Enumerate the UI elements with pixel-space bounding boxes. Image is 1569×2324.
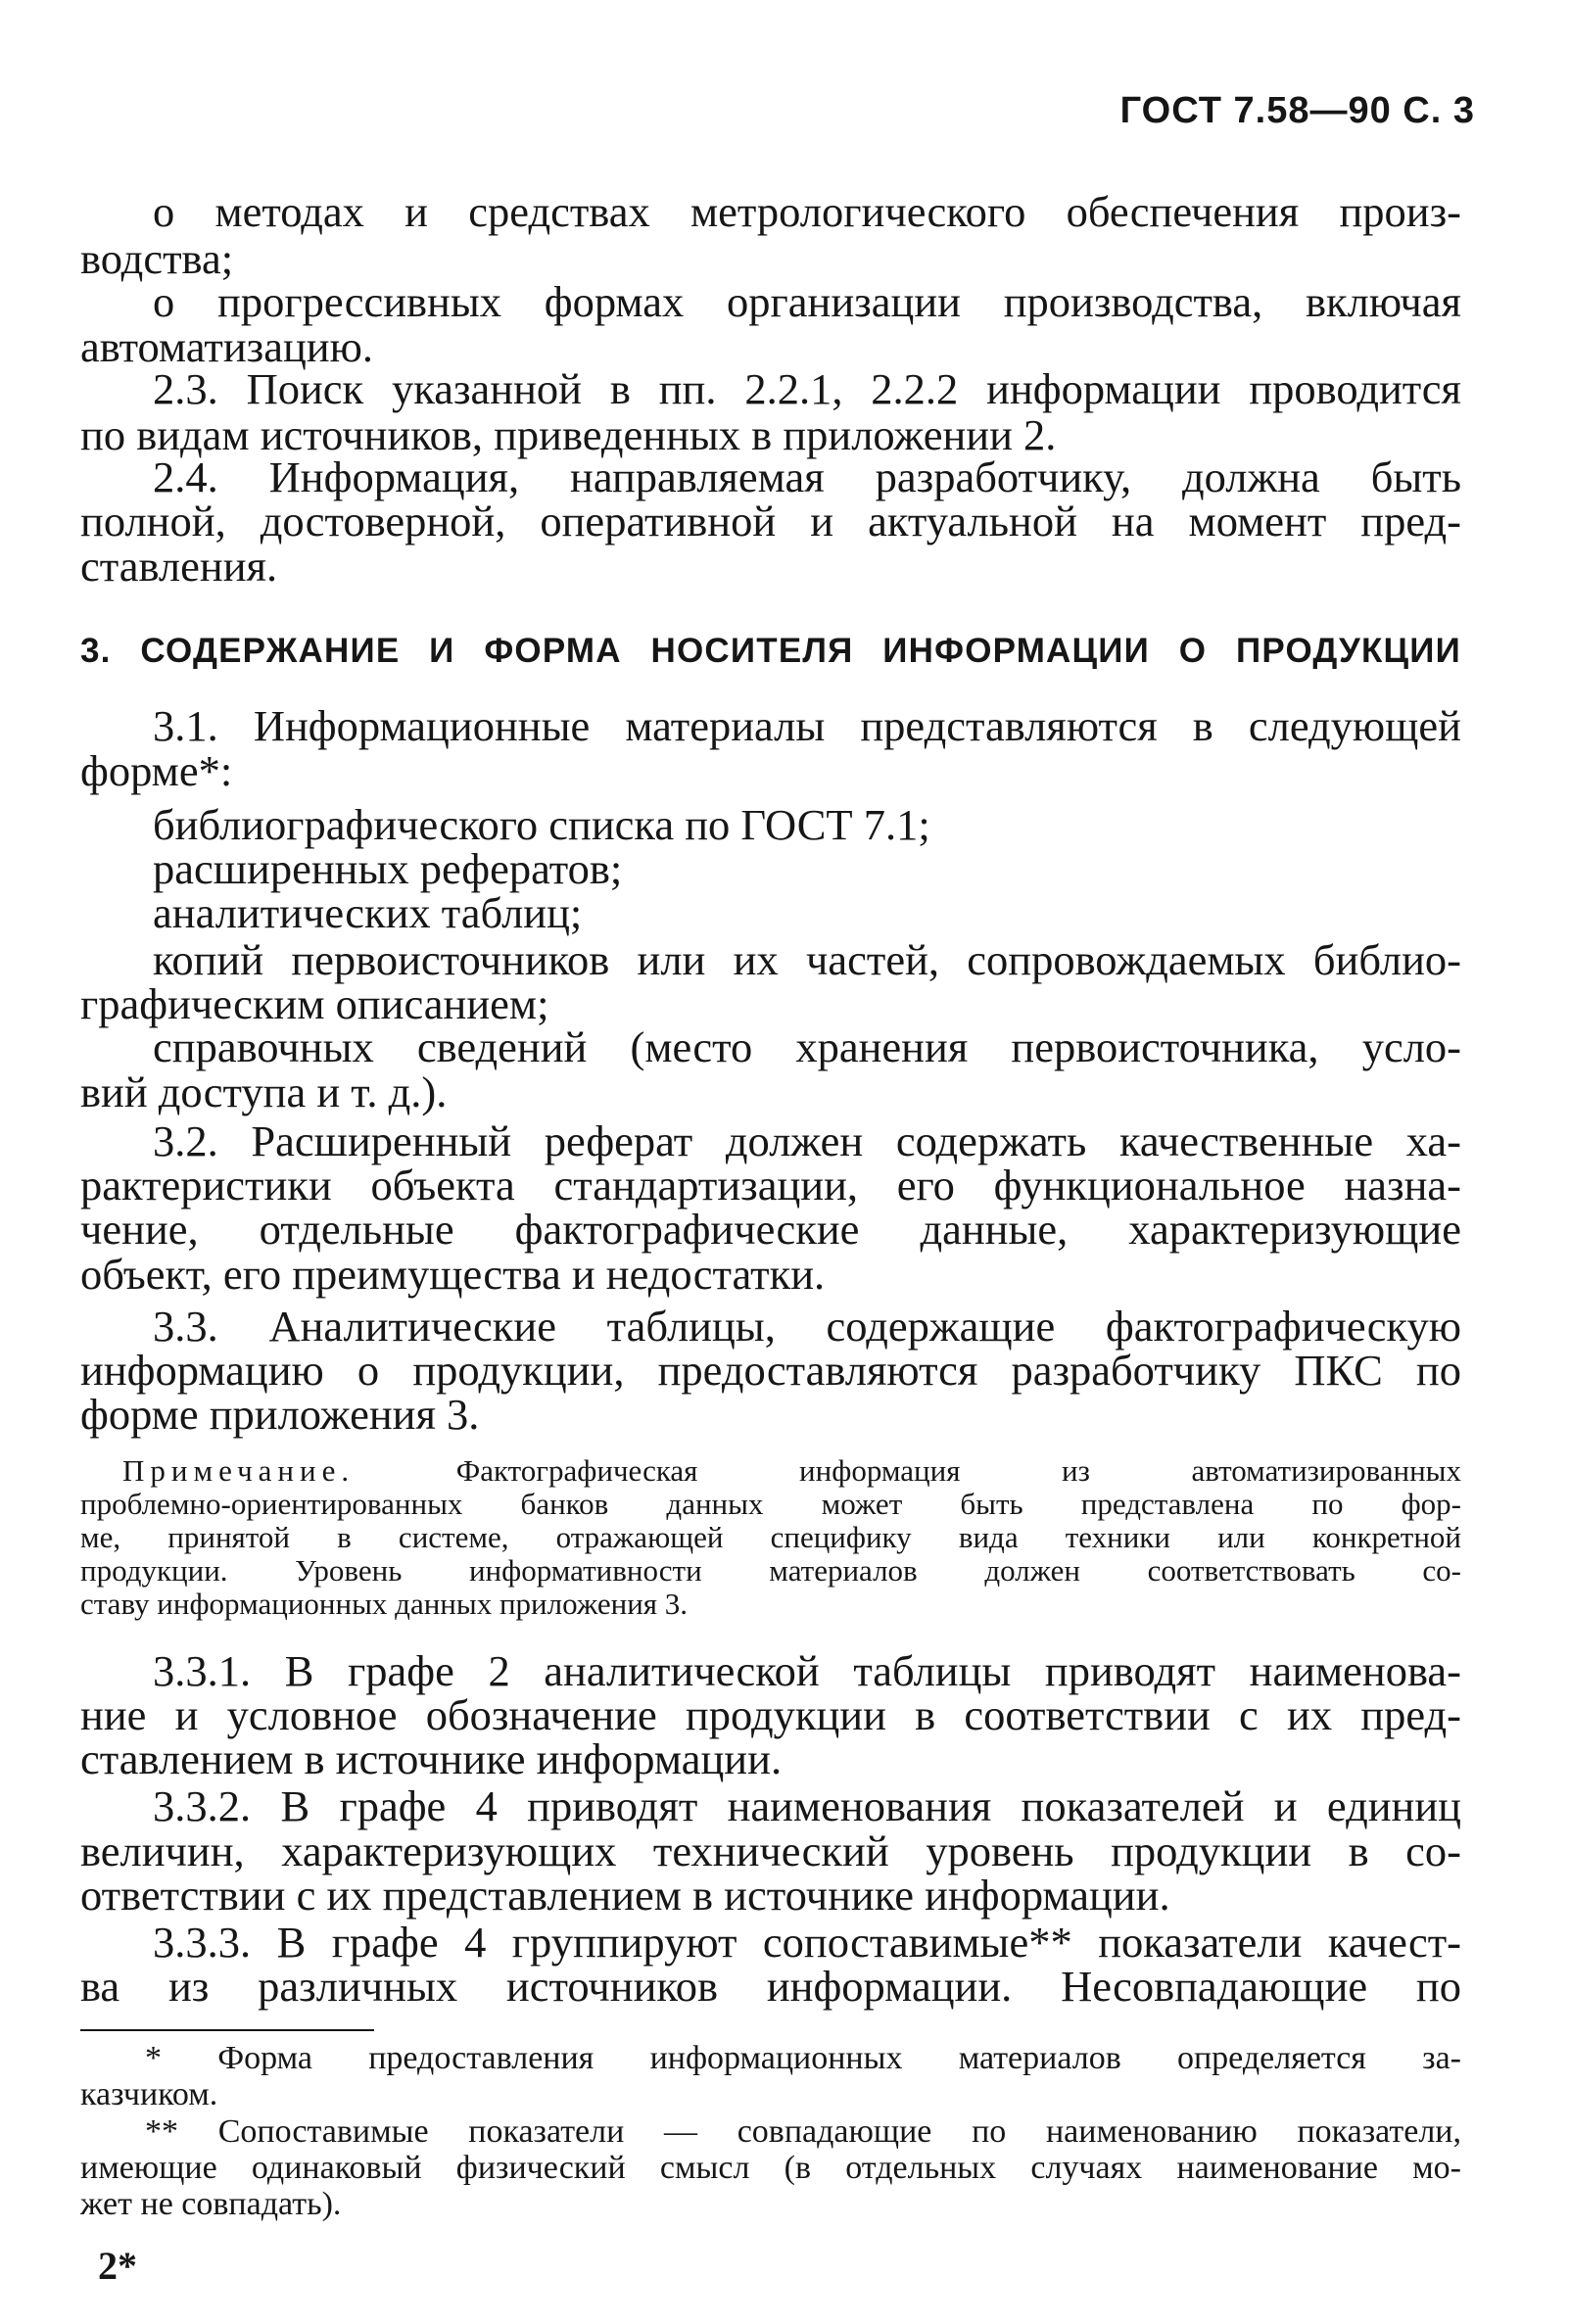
list-item: расширенных рефератов;	[153, 844, 623, 893]
text-line: 3.3.2. В графе 4 приводят наименования показателей и единиц	[153, 1781, 1461, 1830]
text-line: 2.3. Поиск указанной в пп. 2.2.1, 2.2.2 информации проводится	[153, 364, 1461, 413]
text-line: по видам источников, приведенных в приложении 2.	[80, 410, 1057, 459]
list-item: копий первоисточников или их частей, сопровождаемых библио-	[153, 935, 1461, 984]
footnote-line: казчиком.	[80, 2076, 218, 2112]
list-item: библиографического списка по ГОСТ 7.1;	[153, 800, 930, 849]
text-line: автоматизацию.	[80, 322, 373, 371]
note-line: ме, принятой в системе, отражающей специфику вида техники или конкретной	[80, 1520, 1461, 1554]
list-item: справочных сведений (место хранения первоисточника, усло-	[153, 1022, 1461, 1071]
text-line: водства;	[80, 234, 234, 283]
page-header	[1120, 90, 1475, 132]
standard-number: ГОСТ 7.58—90	[1119, 90, 1392, 131]
text-line: информацию о продукции, предоставляются разработчику ПКС по	[80, 1346, 1461, 1395]
footnote-line: имеющие одинаковый физический смысл (в отдельных случаях наименование мо-	[80, 2150, 1461, 2186]
text-line: рактеристики объекта стандартизации, его функциональное назна-	[80, 1161, 1461, 1209]
note-line: ставу информационных данных приложения 3.	[80, 1587, 689, 1621]
note-label: Примечание.	[122, 1453, 356, 1488]
note-line: продукции. Уровень информативности материалов должен соответствовать со-	[80, 1553, 1461, 1588]
text-line: о прогрессивных формах организации производства, включая	[153, 277, 1461, 326]
text-line: 3.3.1. В графе 2 аналитической таблицы приводят наименова-	[153, 1646, 1461, 1695]
text-line: 3.3.3. В графе 4 группируют сопоставимые** показатели качест-	[153, 1918, 1461, 1967]
text-line: объект, его преимущества и недостатки.	[80, 1250, 826, 1299]
footnote-line: * Форма предоставления информационных материалов определяется за-	[145, 2040, 1461, 2076]
signature-mark: 2*	[98, 2244, 137, 2288]
text-line: форме*:	[80, 746, 233, 795]
footnote-line: ** Сопоставимые показатели — совпадающие по наименованию показатели,	[145, 2113, 1461, 2150]
text-line: 3.1. Информационные материалы представляются в следующей	[153, 701, 1461, 750]
page-number: С. 3	[1403, 90, 1475, 131]
text-line: 3.3. Аналитические таблицы, содержащие фактографическую	[153, 1302, 1461, 1351]
text-line: графическим описанием;	[80, 979, 549, 1028]
footnote-separator	[80, 2029, 374, 2031]
note-text: Фактографическая информация из автоматизированных	[455, 1453, 1462, 1488]
list-item: аналитических таблиц;	[153, 888, 583, 937]
footnote-line: жет не совпадать).	[80, 2186, 342, 2222]
text-line: ставления.	[80, 542, 278, 591]
text-line: величин, характеризующих технический уровень продукции в со-	[80, 1826, 1461, 1875]
text-line: ответствии с их представлением в источнике информации.	[80, 1871, 1170, 1920]
text-line: чение, отдельные фактографические данные, характеризующие	[80, 1205, 1461, 1254]
note-first-line	[122, 1454, 1461, 1488]
text-line: 3.2. Расширенный реферат должен содержать качественные ха-	[153, 1116, 1461, 1165]
text-line: ставлением в источнике информации.	[80, 1734, 783, 1783]
section-heading: 3. СОДЕРЖАНИЕ И ФОРМА НОСИТЕЛЯ ИНФОРМАЦИИ О ПРОДУКЦИИ	[80, 632, 1461, 670]
text-line: вий доступа и т. д.).	[80, 1067, 448, 1116]
text-line: ва из различных источников информации. Несовпадающие по	[80, 1962, 1461, 2011]
text-line: о методах и средствах метрологического обеспечения произ-	[153, 187, 1461, 236]
text-line: ние и условное обозначение продукции в соответствии с их пред-	[80, 1690, 1461, 1739]
text-line: форме приложения 3.	[80, 1390, 480, 1439]
note-line: проблемно-ориентированных банков данных может быть представлена по фор-	[80, 1487, 1461, 1521]
text-line: полной, достоверной, оперативной и актуальной на момент пред-	[80, 497, 1461, 545]
text-line: 2.4. Информация, направляемая разработчику, должна быть	[153, 452, 1461, 501]
